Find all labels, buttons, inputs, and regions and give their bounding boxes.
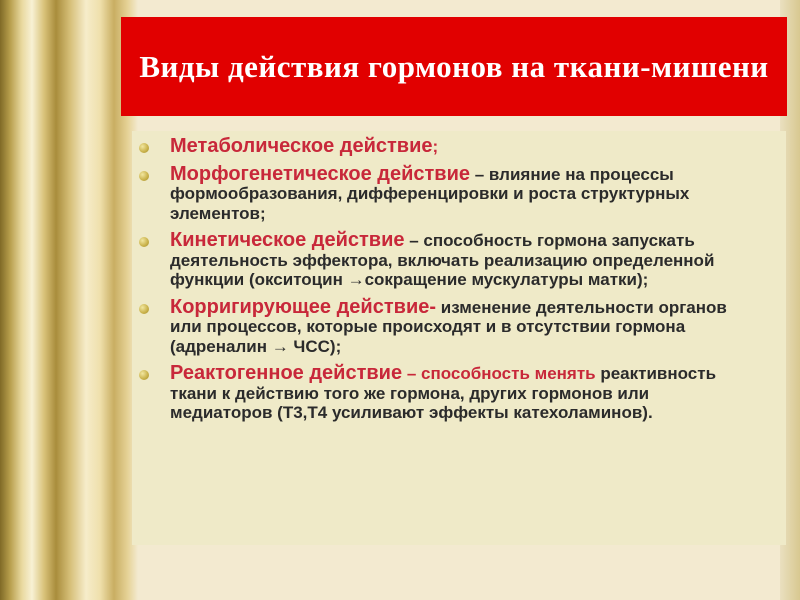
bullet-list xyxy=(136,137,756,431)
title-bar xyxy=(121,17,787,116)
item-description: реактивность ткани к действию того же гормона, других гормонов или медиаторов (Т3,Т4 усиливают эффекты катехоламинов). xyxy=(170,364,717,422)
bullet-icon xyxy=(139,171,149,181)
slide-title: Виды действия гормонов на ткани-мишени xyxy=(139,49,769,84)
bullet-icon xyxy=(139,237,149,247)
item-term: Реактогенное действие xyxy=(170,362,403,384)
item-description: – влияние на процессы формообразования, дифференцировки и роста структурных элементов; xyxy=(170,164,690,223)
item-term: Метаболическое действие xyxy=(170,135,433,157)
item-description: изменение деятельности органов или процессов, которые происходят и в отсутствии гормона (адреналин → ЧСС); xyxy=(170,297,727,356)
list-item xyxy=(136,162,756,224)
item-term: Морфогенетическое действие xyxy=(170,162,471,185)
item-suffix: ; xyxy=(432,137,439,156)
item-description: – способность гормона запускать деятельность эффектора, включать реализацию определенной функции (окситоцин →сокращение мускулатуры матки); xyxy=(170,231,715,289)
bullet-icon xyxy=(139,304,149,314)
item-term: Корригирующее действие- xyxy=(170,295,437,318)
bullet-icon xyxy=(139,370,149,380)
item-description-red: – способность менять xyxy=(402,364,596,383)
item-term: Кинетическое действие xyxy=(170,229,405,251)
list-item xyxy=(136,137,756,157)
bullet-icon xyxy=(139,143,149,153)
list-item xyxy=(136,364,756,423)
list-item xyxy=(136,231,756,290)
list-item xyxy=(136,295,756,357)
